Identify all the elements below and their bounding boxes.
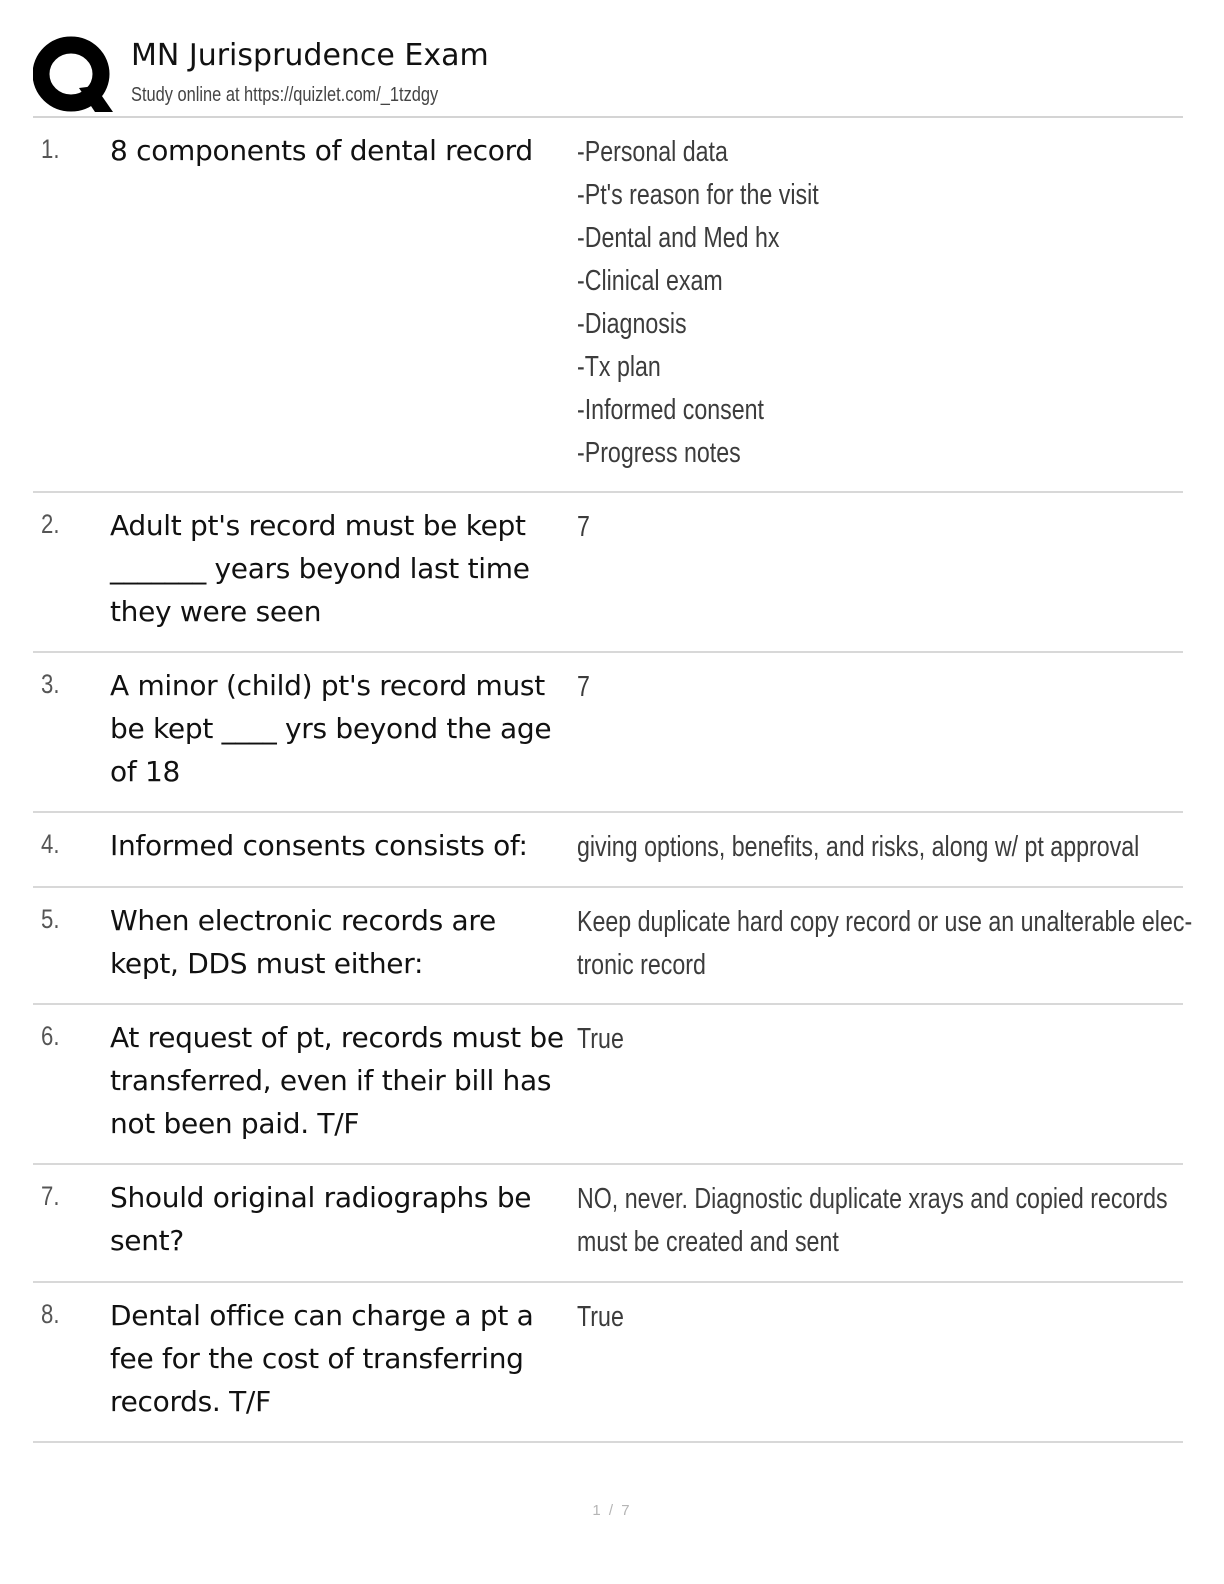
- card-definition: [577, 1296, 1153, 1339]
- flashcard: [33, 653, 1183, 813]
- card-number: 4.: [41, 829, 60, 859]
- card-definition: [577, 666, 1153, 709]
- definition-line: -Dental and Med hx: [577, 222, 780, 254]
- quizlet-q-logo-icon: [33, 36, 113, 116]
- card-definition: [577, 1018, 1153, 1061]
- definition-line: NO, never. Diagnostic duplicate xrays and copied records: [577, 1183, 1168, 1215]
- flashcard: [33, 493, 1183, 653]
- page-title: MN Jurisprudence Exam: [131, 38, 489, 73]
- card-number: 8.: [41, 1299, 60, 1329]
- card-definition: [577, 901, 1193, 987]
- flashcard-list: [33, 118, 1193, 1443]
- definition-line: -Pt's reason for the visit: [577, 179, 819, 211]
- definition-line: Keep duplicate hard copy record or use an unalterable elec-: [577, 906, 1193, 938]
- flashcard: [33, 813, 1183, 888]
- card-definition: [577, 826, 1153, 869]
- card-term: A minor (child) pt's record must be kept ____ yrs beyond the age of 18: [110, 669, 552, 788]
- card-number: 7.: [41, 1181, 60, 1211]
- card-term: At request of pt, records must be transferred, even if their bill has not been paid. T/F: [110, 1021, 564, 1140]
- page-header: [33, 32, 1183, 117]
- flashcard: [33, 1283, 1183, 1443]
- card-term: Informed consents consists of:: [110, 829, 528, 862]
- flashcard: [33, 1165, 1183, 1283]
- card-number: 5.: [41, 904, 60, 934]
- flashcard: [33, 1005, 1183, 1165]
- card-definition: [577, 131, 1153, 475]
- definition-line: 7: [577, 511, 590, 543]
- flashcard: [33, 888, 1193, 1005]
- definition-line: giving options, benefits, and risks, along w/ pt approval: [577, 831, 1140, 863]
- card-number: 6.: [41, 1021, 60, 1051]
- definition-line: 7: [577, 671, 590, 703]
- card-term: 8 components of dental record: [110, 134, 533, 167]
- definition-line: tronic record: [577, 949, 706, 981]
- definition-line: -Progress notes: [577, 437, 741, 469]
- flashcard: [33, 118, 1183, 493]
- definition-line: -Tx plan: [577, 351, 661, 383]
- card-number: 2.: [41, 509, 60, 539]
- card-term: Should original radiographs be sent?: [110, 1181, 532, 1257]
- definition-line: -Diagnosis: [577, 308, 687, 340]
- definition-line: must be created and sent: [577, 1226, 839, 1258]
- card-number: 1.: [41, 134, 60, 164]
- card-term: Dental office can charge a pt a fee for the cost of transferring records. T/F: [110, 1299, 534, 1418]
- definition-line: -Clinical exam: [577, 265, 723, 297]
- card-definition: [577, 506, 1153, 549]
- card-definition: [577, 1178, 1168, 1264]
- definition-line: -Informed consent: [577, 394, 764, 426]
- card-term: When electronic records are kept, DDS must either:: [110, 904, 496, 980]
- definition-line: -Personal data: [577, 136, 728, 168]
- definition-line: True: [577, 1023, 624, 1055]
- card-number: 3.: [41, 669, 60, 699]
- page-indicator: 1 / 7: [592, 1502, 632, 1519]
- study-online-link[interactable]: Study online at https://quizlet.com/_1tzdgy: [131, 84, 439, 106]
- card-term: Adult pt's record must be kept _______ years beyond last time they were seen: [110, 509, 530, 628]
- definition-line: True: [577, 1301, 624, 1333]
